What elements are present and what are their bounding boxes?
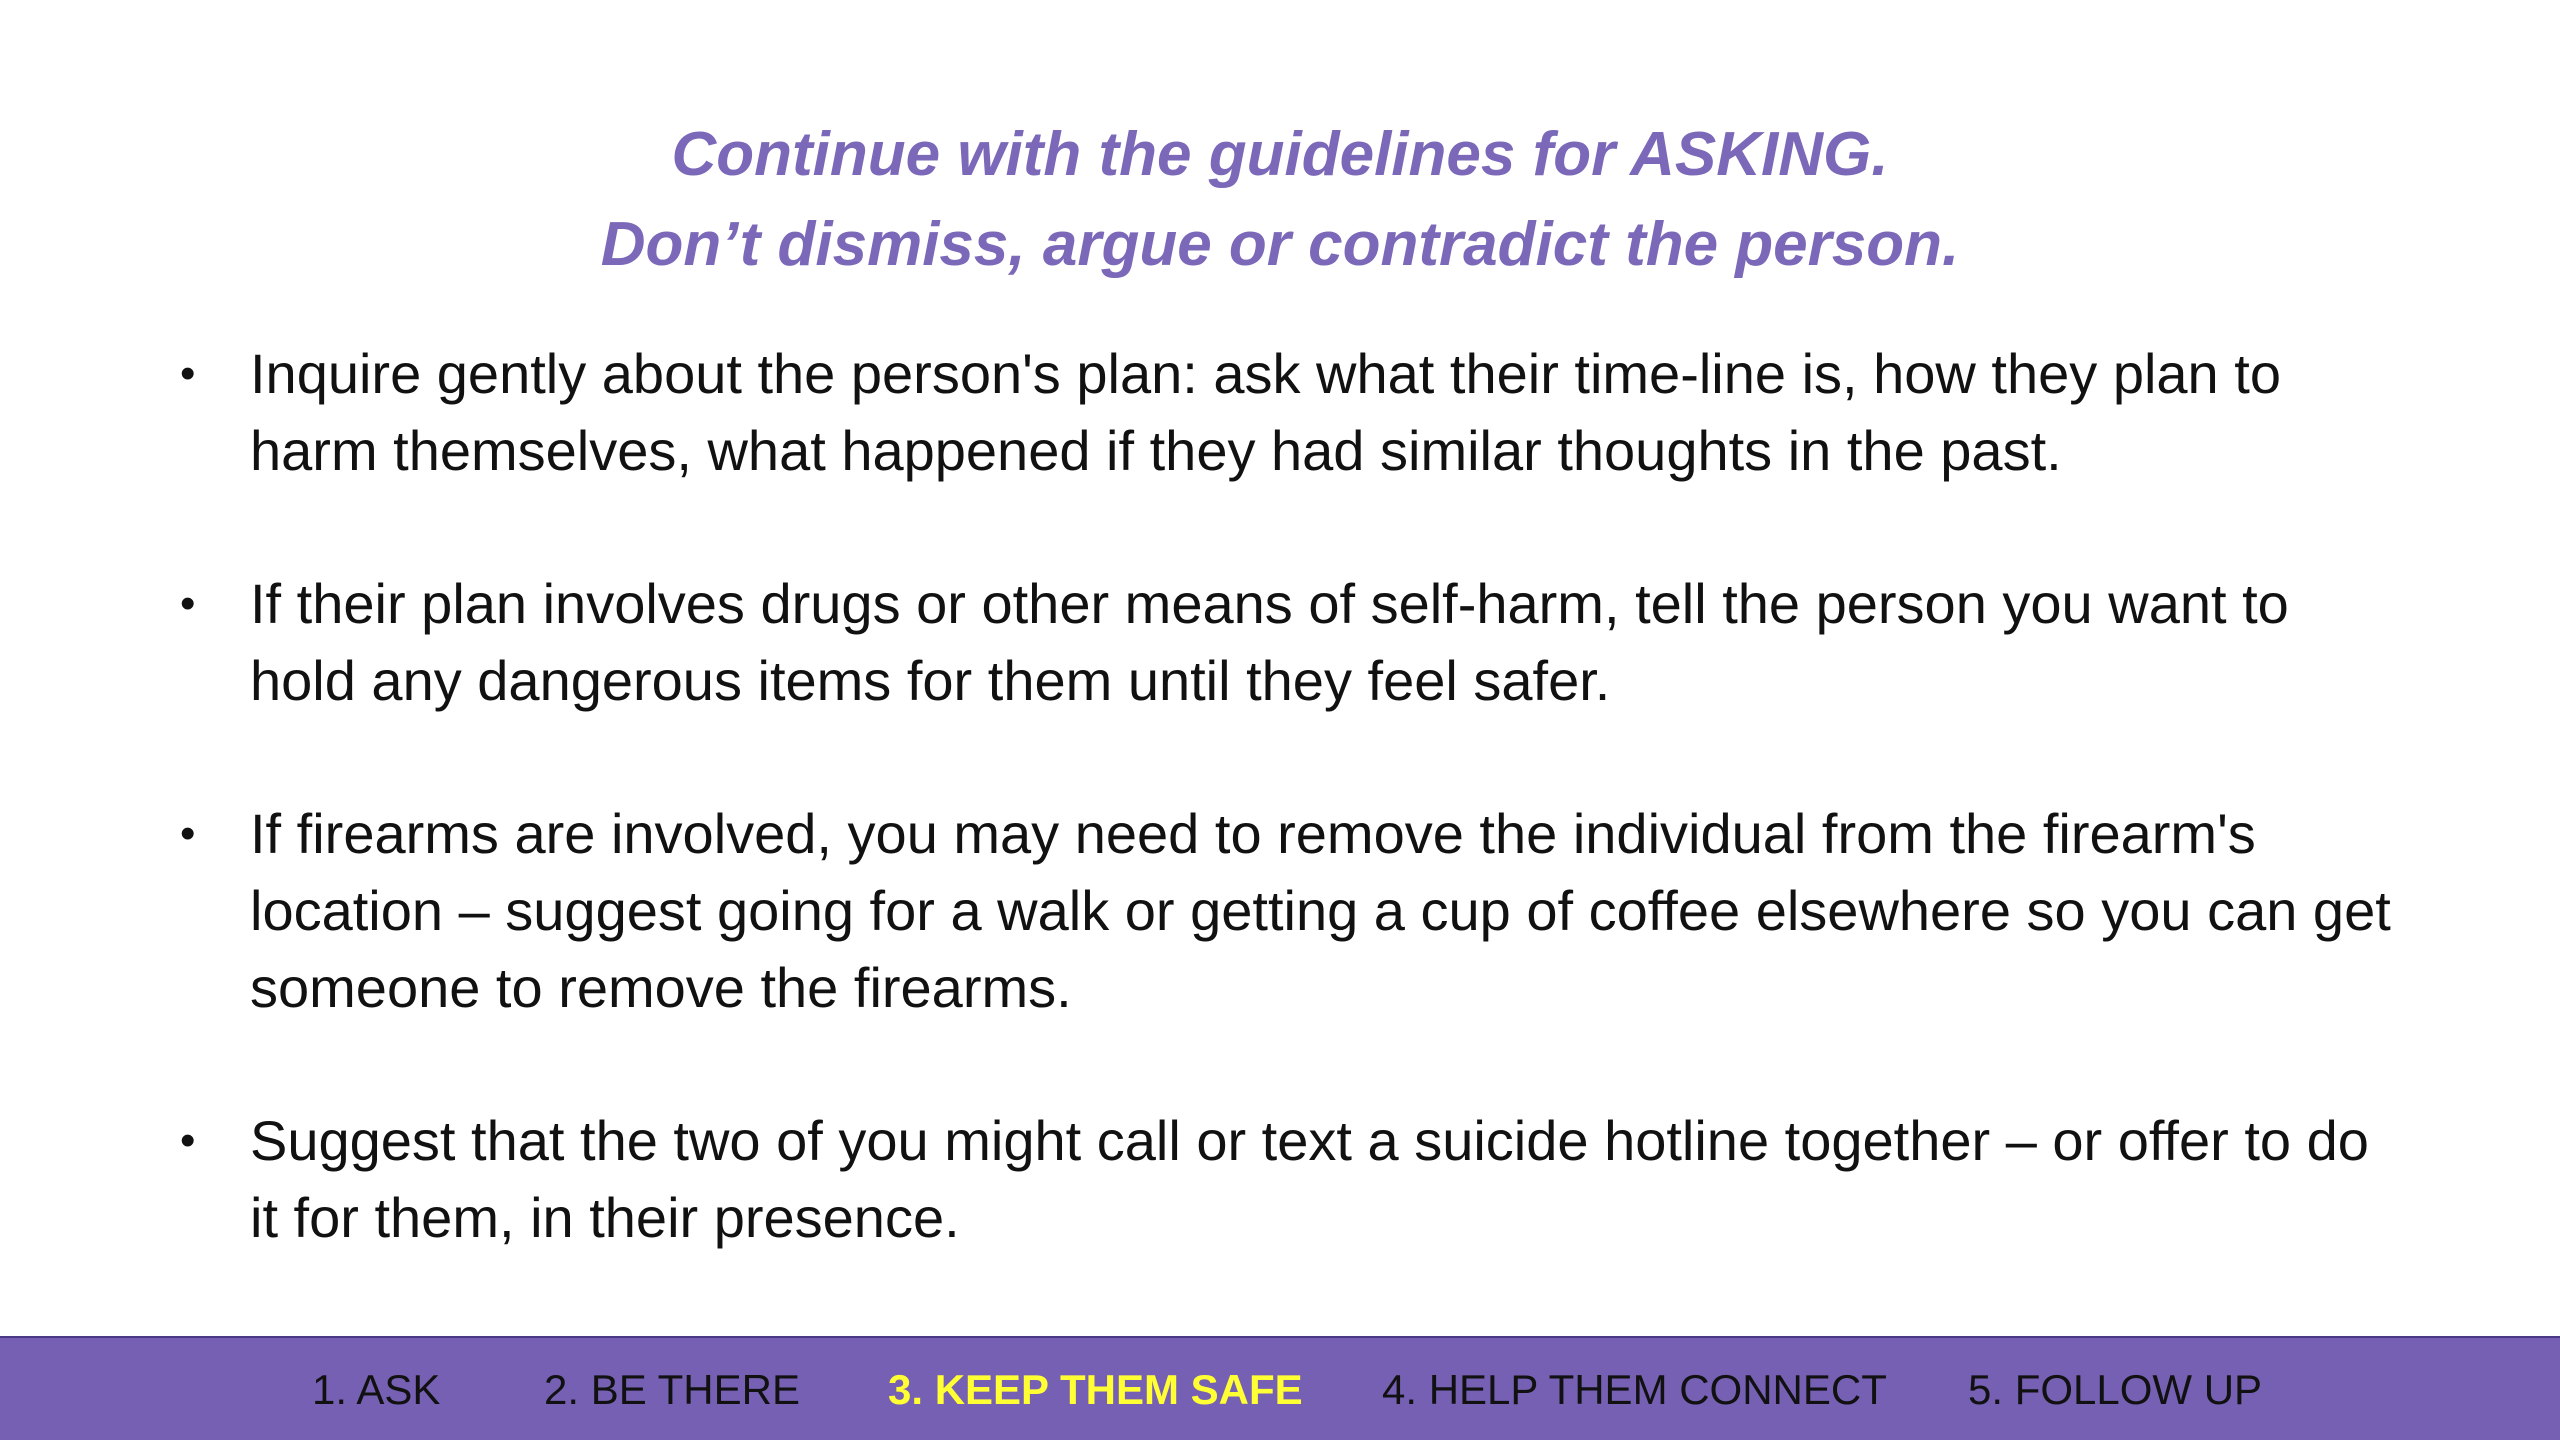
bullet-item [180, 335, 2400, 489]
bullet-list [180, 335, 2400, 1332]
bullet-icon: • [180, 809, 196, 858]
bullet-icon: • [180, 579, 196, 628]
bullet-text: Suggest that the two of you might call or text a suicide hotline together – or offer to do it for them, in their presence. [250, 1109, 2369, 1249]
nav-item-help-them-connect[interactable]: 4. HELP THEM CONNECT [1382, 1366, 1887, 1413]
bullet-icon: • [180, 349, 196, 398]
nav-item-follow-up[interactable]: 5. FOLLOW UP [1968, 1366, 2263, 1413]
bullet-text: Inquire gently about the person's plan: ask what their time-line is, how they plan to harm themselves, what happened if they had similar thoughts in the past. [250, 342, 2281, 482]
bullet-item [180, 565, 2400, 719]
nav-item-ask[interactable]: 1. ASK [312, 1366, 441, 1413]
title-line-2: Don’t dismiss, argue or contradict the person. [600, 210, 1960, 279]
nav-item-keep-them-safe[interactable]: 3. KEEP THEM SAFE [888, 1366, 1303, 1413]
bullet-item [180, 1102, 2400, 1256]
bullet-text: If their plan involves drugs or other means of self-harm, tell the person you want to hold any dangerous items for them until they feel safer. [250, 572, 2289, 712]
bullet-text: If firearms are involved, you may need to remove the individual from the firearm's location – suggest going for a walk or getting a cup of coffee elsewhere so you can get someone to remove the firearms. [250, 802, 2391, 1019]
nav-item-be-there[interactable]: 2. BE THERE [544, 1366, 800, 1413]
step-navigation-bar [0, 1336, 2560, 1440]
title-line-1: Continue with the guidelines for ASKING. [671, 120, 1889, 189]
bullet-icon: • [180, 1116, 196, 1165]
bullet-item [180, 795, 2400, 1026]
slide-title [0, 110, 2560, 290]
